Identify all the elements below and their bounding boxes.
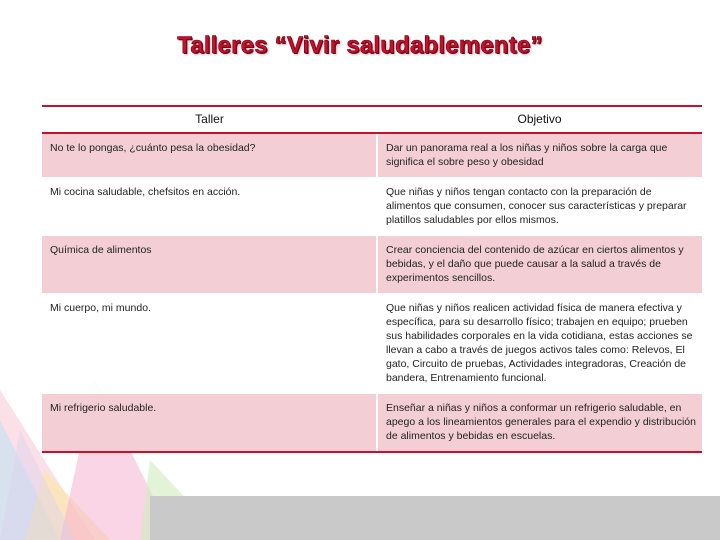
table-row <box>42 394 702 453</box>
table-row <box>42 133 702 178</box>
objetivo-cell: Dar un panorama real a los niñas y niños sobre la carga que significa el sobre peso y obesidad <box>377 133 702 178</box>
objetivo-cell: Que niñas y niños tengan contacto con la preparación de alimentos que consumen, conocer sus características y preparar platillos saludables por ellos mismos. <box>377 178 702 236</box>
taller-cell: Mi refrigerio saludable. <box>42 394 377 453</box>
taller-cell: Mi cocina saludable, chefsitos en acción. <box>42 178 377 236</box>
slide-title: Talleres “Vivir saludablemente” <box>177 32 543 59</box>
footer-grey-band <box>150 496 720 540</box>
objetivo-cell: Crear conciencia del contenido de azúcar en ciertos alimentos y bebidas, y el daño que puede causar a la salud a través de experimentos sencillos. <box>377 236 702 294</box>
table-row <box>42 236 702 294</box>
header-objetivo: Objetivo <box>377 106 702 133</box>
workshops-table <box>42 105 702 453</box>
taller-cell: Mi cuerpo, mi mundo. <box>42 294 377 394</box>
objetivo-cell: Que niñas y niños realicen actividad física de manera efectiva y específica, para su desarrollo físico; trabajen en equipo; prueben sus habilidades corporales en la vida cotidiana, estas acciones se llevan a cabo a través de juegos activos tales como: Relevos, El gato, Circuito de pruebas, Actividades integradoras, Creación de bandera, Entrenamiento funcional. <box>377 294 702 394</box>
objetivo-cell: Enseñar a niñas y niños a conformar un refrigerio saludable, en apego a los lineamientos generales para el expendio y distribución de alimentos y bebidas en escuelas. <box>377 394 702 453</box>
table-row <box>42 178 702 236</box>
table-header-row <box>42 106 702 133</box>
table-row <box>42 294 702 394</box>
header-taller: Taller <box>42 106 377 133</box>
taller-cell: No te lo pongas, ¿cuánto pesa la obesidad? <box>42 133 377 178</box>
taller-cell: Química de alimentos <box>42 236 377 294</box>
